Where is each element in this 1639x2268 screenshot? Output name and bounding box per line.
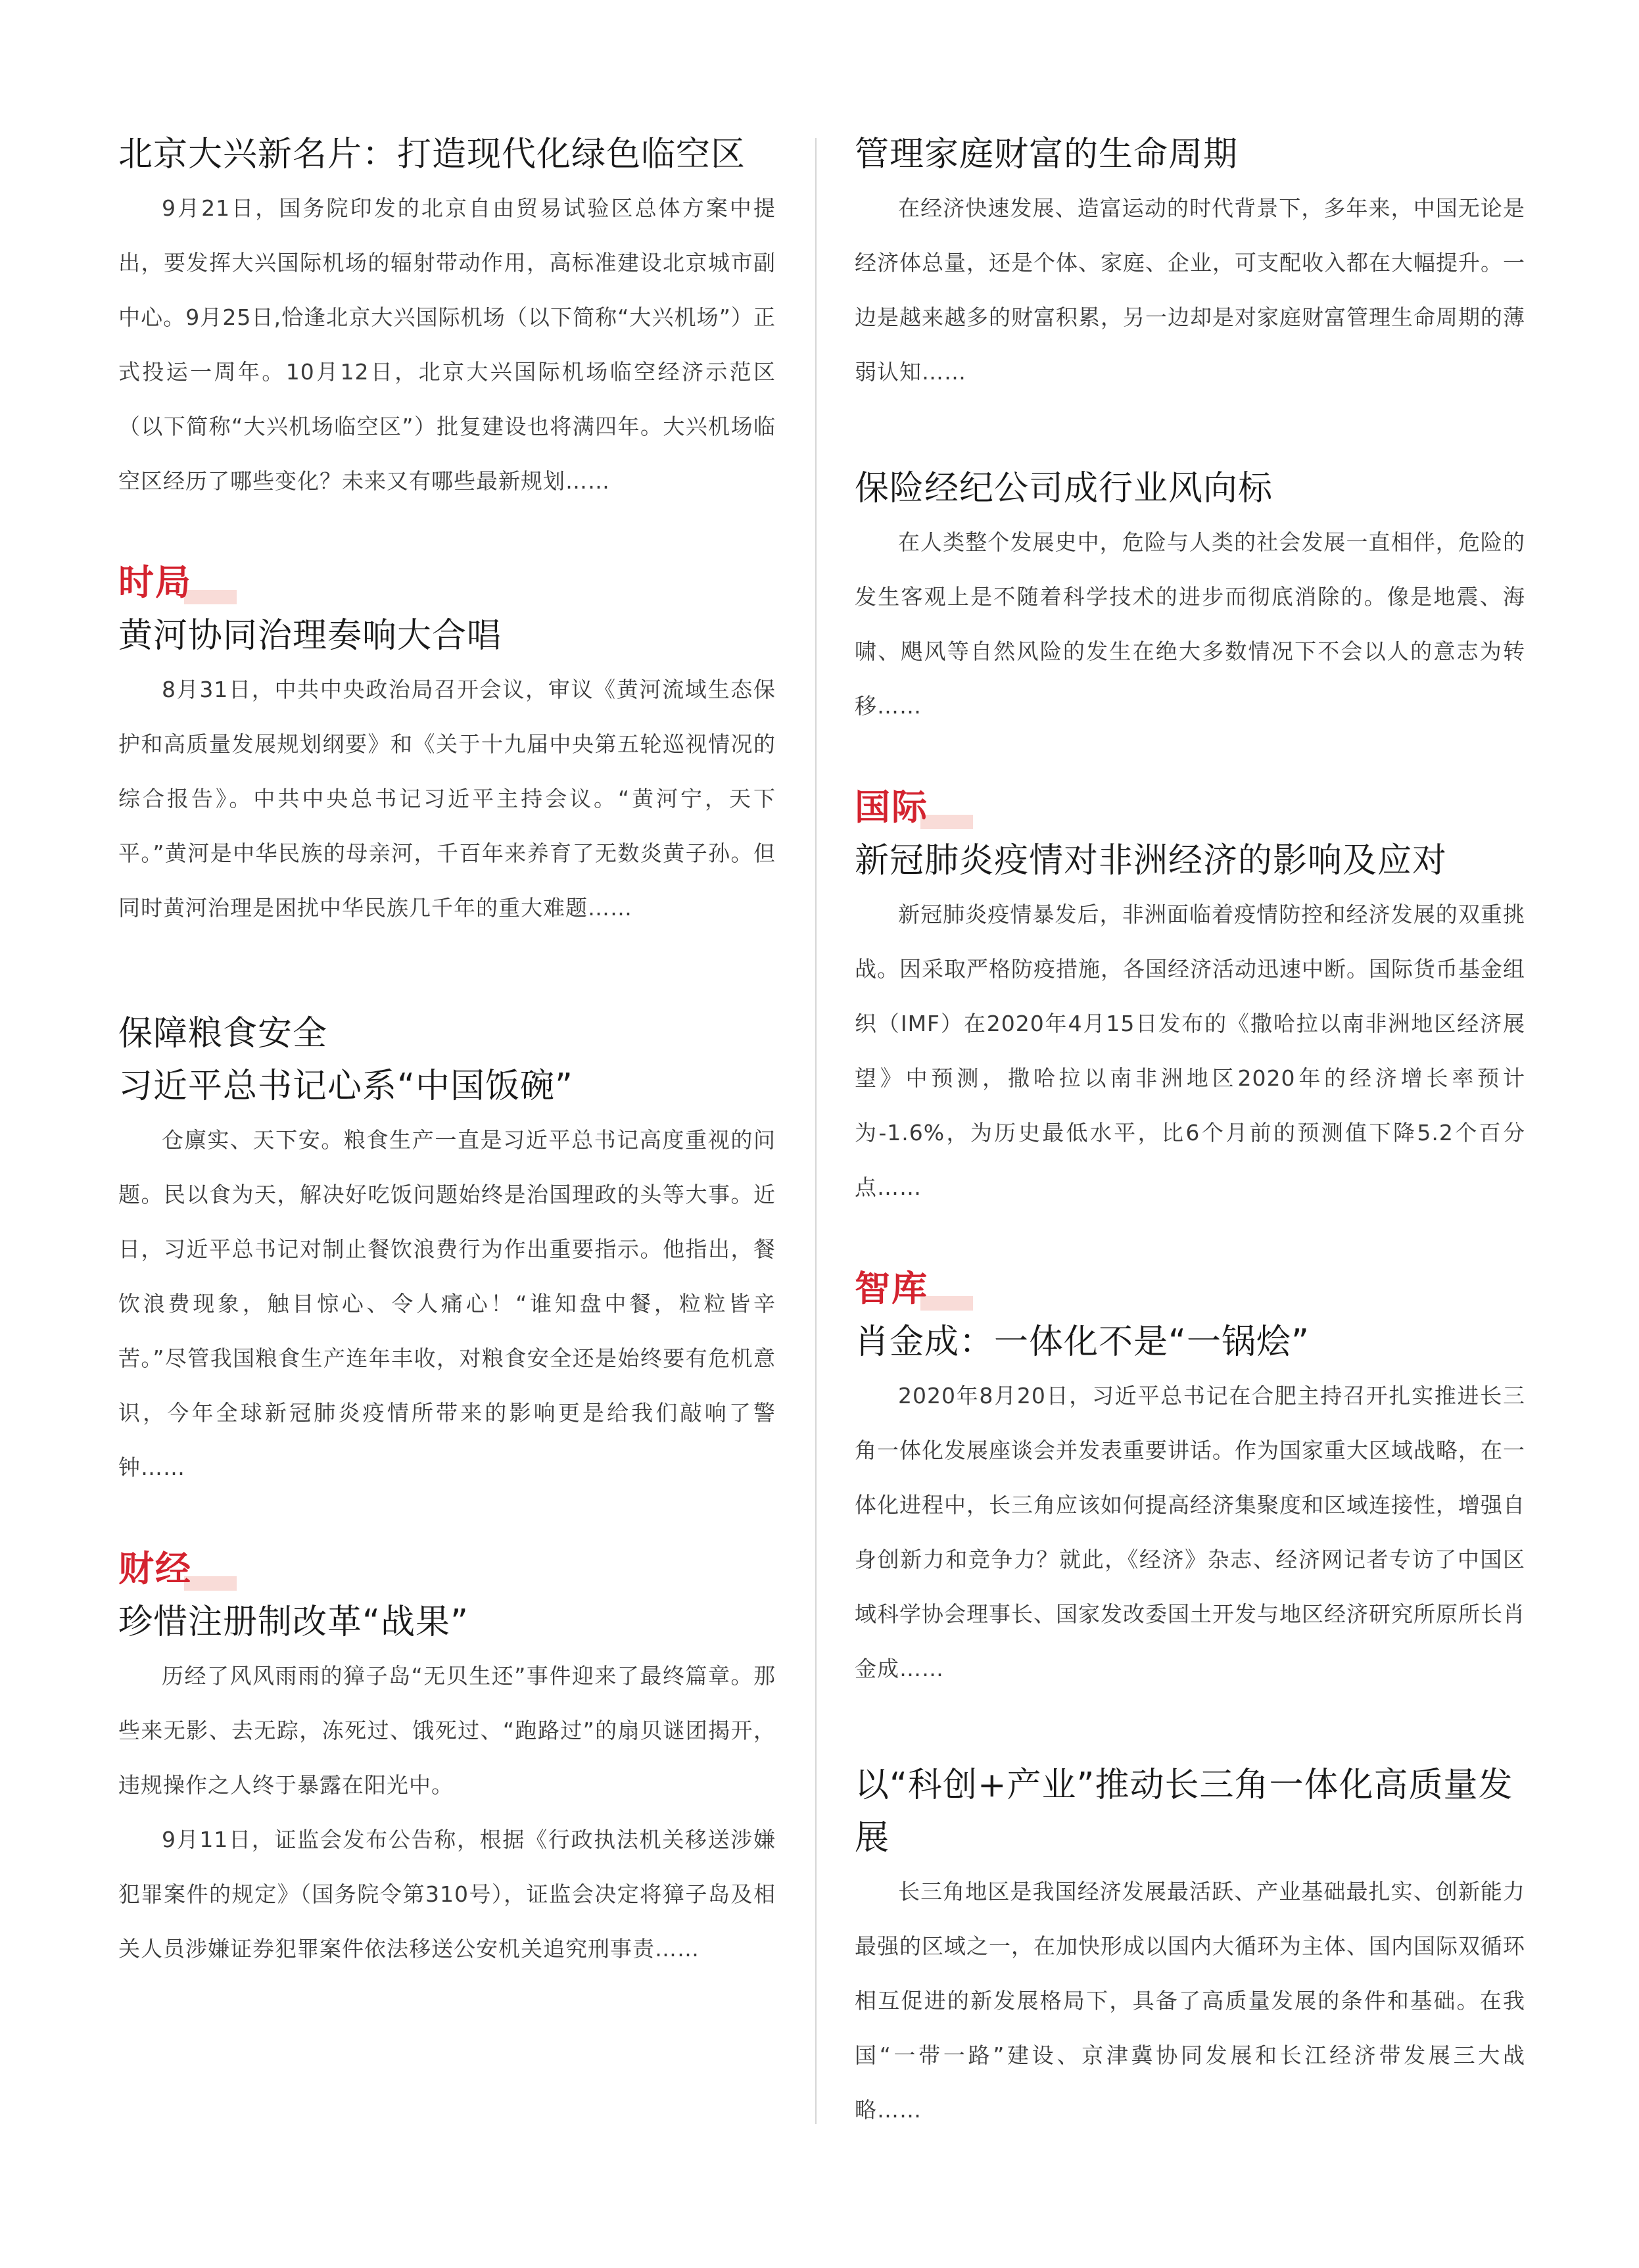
section-label: 智库 <box>855 1268 928 1309</box>
article-summary: 在人类整个发展史中，危险与人类的社会发展一直相伴，危险的发生客观上是不随着科学技术的进步而彻底消除的。像是地震、海啸、飓风等自然风险的发生在绝大多数情况下不会以人的意志为转移…… <box>855 529 1525 719</box>
section-tag-zhiku <box>855 1263 1525 1315</box>
article-headline[interactable]: 黄河协同治理奏响大合唱 <box>118 616 502 656</box>
article-summary: 8月31日，中共中央政治局召开会议，审议《黄河流域生态保护和高质量发展规划纲要》和《关于十九届中央第五轮巡视情况的综合报告》。中共中央总书记习近平主持会议。“黄河宁，天下平。”黄河是中华民族的母亲河，千百年来养育了无数炎黄子孙。但同时黄河治理是困扰中华民族几千年的重大难题…… <box>118 677 776 921</box>
article-registration-reform <box>118 1596 776 1976</box>
article-headline[interactable]: 新冠肺炎疫情对非洲经济的影响及应对 <box>855 841 1448 881</box>
article-insurance-broker <box>855 462 1525 733</box>
section-accent-bar <box>184 1576 237 1591</box>
article-summary: 9月21日，国务院印发的北京自由贸易试验区总体方案中提出，要发挥大兴国际机场的辐射带动作用，高标准建设北京城市副中心。9月25日,恰逢北京大兴国际机场（以下简称“大兴机场”）正式投运一周年。10月12日，北京大兴国际机场临空经济示范区（以下简称“大兴机场临空区”）批复建设也将满四年。大兴机场临空区经历了哪些变化？未来又有哪些最新规划…… <box>118 195 776 494</box>
article-summary: 在经济快速发展、造富运动的时代背景下，多年来，中国无论是经济体总量，还是个体、家庭、企业，可支配收入都在大幅提升。一边是越来越多的财富积累，另一边却是对家庭财富管理生命周期的薄弱认知…… <box>855 195 1525 385</box>
article-headline-line2[interactable]: 习近平总书记心系“中国饭碗” <box>118 1067 573 1106</box>
article-headline[interactable]: 北京大兴新名片：打造现代化绿色临空区 <box>118 135 746 174</box>
column-divider <box>815 138 817 2124</box>
article-summary: 仓廪实、天下安。粮食生产一直是习近平总书记高度重视的问题。民以食为天，解决好吃饭问题始终是治国理政的头等大事。近日，习近平总书记对制止餐饮浪费行为作出重要指示。他指出，餐饮浪费现象，触目惊心、令人痛心！“谁知盘中餐，粒粒皆辛苦。”尽管我国粮食生产连年丰收，对粮食安全还是始终要有危机意识，今年全球新冠肺炎疫情所带来的影响更是给我们敲响了警钟…… <box>118 1127 776 1480</box>
right-column <box>855 128 1525 2137</box>
article-headline[interactable]: 肖金成：一体化不是“一锅烩” <box>855 1322 1310 1362</box>
article-summary-p1: 历经了风风雨雨的獐子岛“无贝生还”事件迎来了最终篇章。那些来无影、去无踪，冻死过、饿死过、“跑路过”的扇贝谜团揭开，违规操作之人终于暴露在阳光中。 <box>118 1663 776 1798</box>
section-accent-bar <box>920 1296 973 1311</box>
article-summary: 2020年8月20日，习近平总书记在合肥主持召开扎实推进长三角一体化发展座谈会并发表重要讲话。作为国家重大区域战略，在一体化进程中，长三角应该如何提高经济集聚度和区域连接性，增强自身创新力和竞争力？就此，《经济》杂志、经济网记者专访了中国区域科学协会理事长、国家发改委国土开发与地区经济研究所原所长肖金成…… <box>855 1383 1525 1681</box>
article-family-wealth <box>855 128 1525 399</box>
article-summary: 新冠肺炎疫情暴发后，非洲面临着疫情防控和经济发展的双重挑战。因采取严格防疫措施，各国经济活动迅速中断。国际货币基金组织（IMF）在2020年4月15日发布的《撒哈拉以南非洲地区经济展望》中预测，撒哈拉以南非洲地区2020年的经济增长率预计为-1.6%，为历史最低水平，比6个月前的预测值下降5.2个百分点…… <box>855 902 1525 1200</box>
section-tag-shiju <box>118 557 776 608</box>
section-accent-bar <box>920 815 973 829</box>
article-xiao-jincheng <box>855 1316 1525 1696</box>
section-accent-bar <box>184 590 237 604</box>
article-food-security <box>118 1007 776 1495</box>
article-summary: 长三角地区是我国经济发展最活跃、产业基础最扎实、创新能力最强的区域之一，在加快形成以国内大循环为主体、国内国际双循环相互促进的新发展格局下，具备了高质量发展的条件和基础。在我国“一带一路”建设、京津冀协同发展和长江经济带发展三大战略…… <box>855 1879 1525 2123</box>
section-tag-caijing <box>118 1543 776 1595</box>
left-column <box>118 128 776 1976</box>
section-label: 国际 <box>855 786 928 828</box>
section-tag-guoji <box>855 782 1525 833</box>
article-headline[interactable]: 珍惜注册制改革“战果” <box>118 1603 469 1642</box>
article-africa-economy <box>855 834 1525 1215</box>
article-yellow-river <box>118 610 776 935</box>
article-headline[interactable]: 管理家庭财富的生命周期 <box>855 135 1239 174</box>
article-headline[interactable]: 以“科创+产业”推动长三角一体化高质量发展 <box>855 1766 1513 1858</box>
article-headline[interactable]: 保险经纪公司成行业风向标 <box>855 469 1273 508</box>
article-headline-line1[interactable]: 保障粮食安全 <box>118 1014 328 1053</box>
article-yangtze-delta <box>855 1759 1525 2137</box>
article-daxing <box>118 128 776 508</box>
section-label: 时局 <box>118 562 192 603</box>
section-label: 财经 <box>118 1548 192 1589</box>
article-summary-p2: 9月11日，证监会发布公告称，根据《行政执法机关移送涉嫌犯罪案件的规定》（国务院令第310号），证监会决定将獐子岛及相关人员涉嫌证券犯罪案件依法移送公安机关追究刑事责…… <box>118 1827 776 1962</box>
